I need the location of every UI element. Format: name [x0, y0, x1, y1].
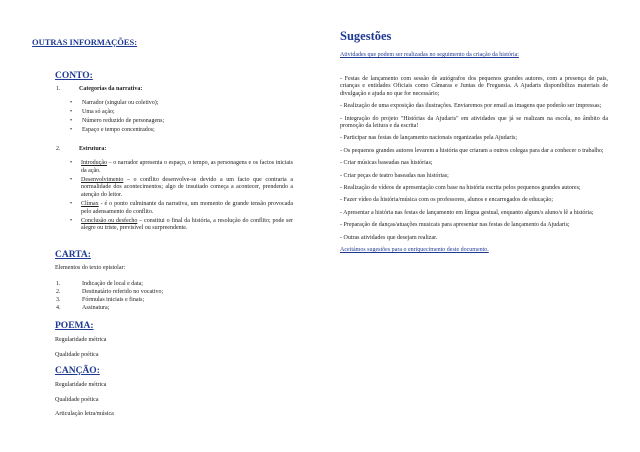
suggestion-item: - Criar peças de teatro baseadas nas histórias;	[340, 172, 449, 179]
item-number: 3.	[56, 297, 61, 303]
estrutura-list	[81, 160, 293, 234]
suggestion-item: - Fazer vídeo da história/música com os professores, alunos e encarregados de educação;	[340, 197, 554, 204]
categorias-list	[70, 99, 164, 135]
term-climax: Clímax	[81, 200, 99, 207]
term-text: - é o ponto culminante da narrativa, um momento de grande tensão provocada pelo adensamento do conflito.	[81, 200, 293, 215]
sugestoes-subtitle: Atividades que podem ser realizadas no seguimento da criação da história:	[340, 52, 519, 58]
categorias-heading	[56, 86, 142, 92]
cancao-title: CANÇÃO:	[55, 366, 100, 376]
term-text: – constitui o final da história, a resolução do conflito; pode ser alegre ou triste, previsível ou surpreendente.	[81, 217, 293, 232]
list-item	[81, 218, 293, 233]
suggestion-item: - Realização de uma exposição das ilustrações. Enviaremos por email as imagens que poderão ser impressas;	[340, 103, 602, 110]
sugestoes-title: Sugestões	[340, 29, 392, 43]
poema-title: POEMA:	[55, 321, 94, 331]
sugestoes-footer[interactable]: Aceitámos sugestões para o enriquecimento deste documento.	[340, 247, 489, 254]
list-item: • Número reduzido de personagens;	[70, 117, 164, 126]
sugestoes-list	[340, 76, 608, 260]
suggestion-item: - Integração do projeto "Histórias da Ajudaris" em atividades que já se realizam na escola, no âmbito da promoção da leitura e da escrita!	[340, 115, 608, 130]
suggestion-item: - Realização de vídeos de apresentação com base na história escrita pelos pequenos grandes autores;	[340, 185, 581, 192]
suggestion-item: - Preparação de danças/atuações musicais para apresentar nas festas de lançamento da Ajudaris;	[340, 222, 570, 229]
suggestion-item: - Participar nas festas de lançamento nacionais organizadas pela Ajudaris;	[340, 135, 517, 142]
estrutura-number: 2.	[56, 146, 61, 152]
list-item	[56, 304, 163, 312]
term-desenvolvimento: Desenvolvimento	[81, 176, 124, 183]
categorias-label: Categorias da narrativa:	[79, 86, 143, 92]
carta-list	[56, 280, 163, 312]
suggestion-item: - Criar músicas baseadas nas histórias;	[340, 160, 433, 167]
term-text: – o narrador apresenta o espaço, o tempo, as personagens e os factos iniciais da ação.	[81, 160, 293, 174]
list-item	[81, 177, 293, 200]
list-item	[56, 288, 163, 296]
list-item	[81, 160, 293, 175]
conto-title: CONTO:	[55, 71, 93, 81]
suggestion-item: - Apresentar a história nas festas de lançamento em língua gestual, enquanto algum/s aluno/s lê a história;	[340, 209, 594, 216]
poema-item: Regularidade métrica	[55, 337, 107, 343]
estrutura-heading	[56, 146, 106, 152]
suggestion-item: - Os pequenos grandes autores levarem a história que criaram a outros colegas para dar a conhecer o trabalho;	[340, 147, 604, 154]
list-item	[56, 296, 163, 304]
list-item	[81, 201, 293, 216]
poema-item: Qualidade poética	[55, 352, 99, 358]
carta-intro: Elementos do texto epistolar:	[55, 265, 126, 271]
categorias-number: 1.	[56, 86, 61, 92]
cancao-item: Qualidade poética	[55, 397, 99, 403]
page-heading: OUTRAS INFORMAÇÕES:	[32, 37, 138, 47]
list-item: • Uma só ação;	[70, 108, 164, 117]
suggestion-item: - Festas de lançamento com sessão de autógrafos dos pequenos grandes autores, com a presença de pais, crianças e entidades Oficiais como Câmaras e Juntas de Freguesia. A Ajudaris disponibiliza materiais de divulgação e ajuda no que for necessário;	[340, 76, 608, 97]
list-item: • Espaço e tempo concentrados;	[70, 126, 164, 135]
carta-title: CARTA:	[55, 250, 91, 260]
item-text: Destinatário referido no vocativo;	[82, 289, 164, 295]
term-text: – o conflito desenvolve-se devido a um facto que contraria a normalidade dos acontecimentos; algo de insuitado começa a acontecer, prendendo a atenção do leitor.	[81, 176, 293, 198]
term-introducao: Introdução	[81, 160, 107, 166]
estrutura-label: Estrutura:	[79, 146, 107, 152]
item-text: Assinatura;	[82, 305, 110, 311]
cancao-item: Articulação letra/música	[55, 411, 114, 417]
item-number: 1.	[56, 281, 61, 287]
item-text: Indicação de local e data;	[82, 281, 143, 287]
term-conclusao: Conclusão ou desfecho	[81, 217, 138, 224]
cancao-item: Regularidade métrica	[55, 382, 107, 388]
right-page	[320, 0, 640, 452]
suggestion-item: - Outras atividades que desejam realizar.	[340, 234, 438, 241]
item-number: 4.	[56, 305, 61, 311]
list-item	[56, 280, 163, 288]
item-text: Fórmulas iniciais e finais;	[82, 297, 145, 303]
item-number: 2.	[56, 289, 61, 295]
list-item: • Narrador (singular ou coletivo);	[70, 99, 164, 108]
